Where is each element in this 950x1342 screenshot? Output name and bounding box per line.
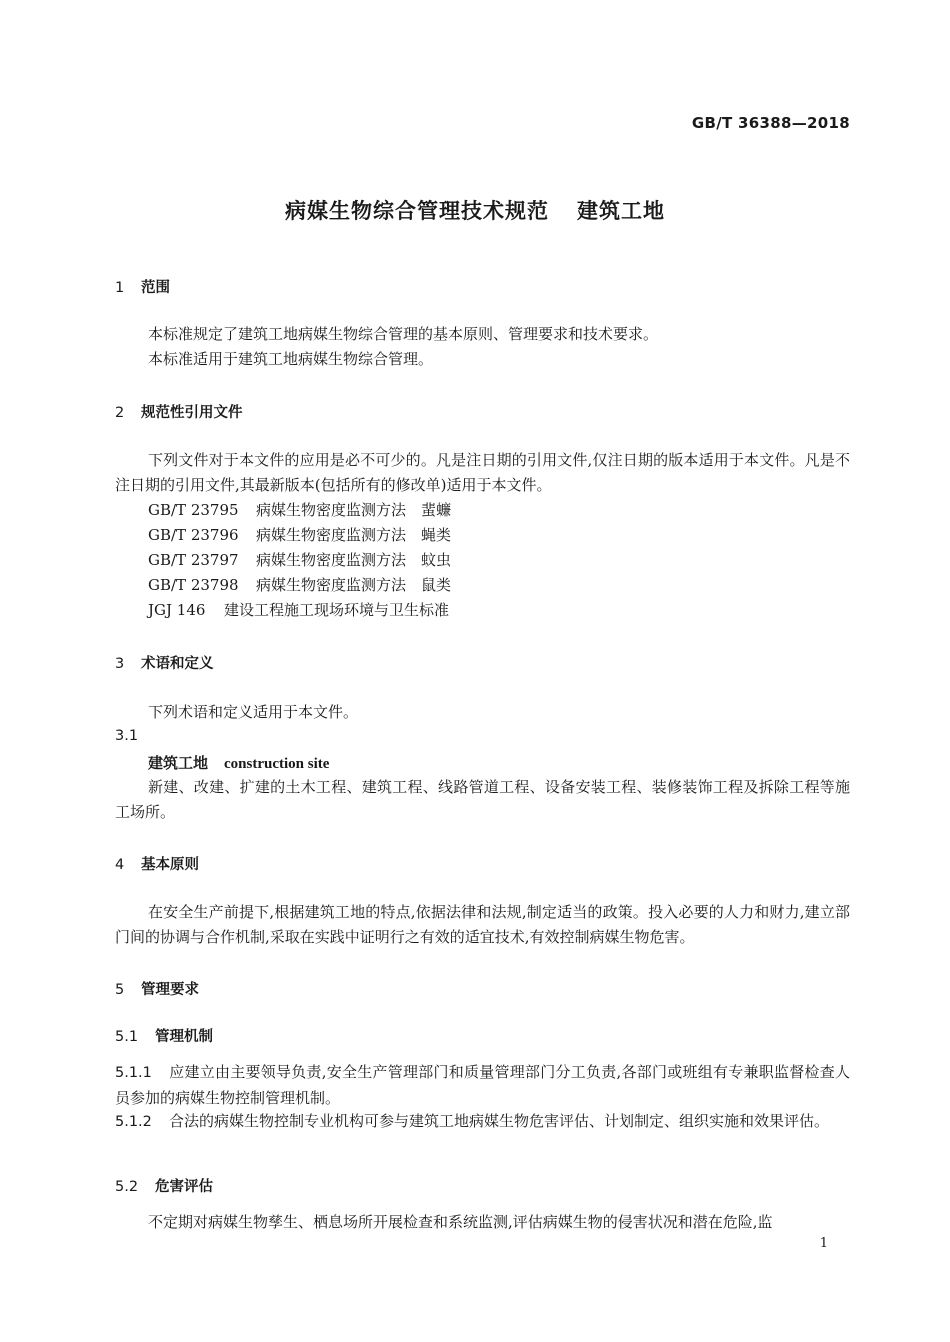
standard-code: GB/T 36388—2018 <box>691 114 850 132</box>
document-title-main: 病媒生物综合管理技术规范 <box>285 199 549 223</box>
paragraph: 在安全生产前提下,根据建筑工地的特点,依据法律和法规,制定适当的政策。投入必要的人力和财力,建立部门间的协调与合作机制,采取在实践中证明行之有效的适宜技术,有效控制病媒生物危害。 <box>115 903 850 946</box>
reference-item: GB/T 23797 病媒生物密度监测方法 蚊虫 <box>148 551 452 569</box>
clause-5-1-1: 5.1.1 应建立由主要领导负责,安全生产管理部门和质量管理部门分工负责,各部门或班组有专兼职监督检查人员参加的病媒生物控制管理机制。 <box>115 1063 850 1107</box>
reference-item: JGJ 146 建设工程施工现场环境与卫生标准 <box>148 601 450 619</box>
term-number: 3.1 <box>115 728 139 744</box>
paragraph: 本标准规定了建筑工地病媒生物综合管理的基本原则、管理要求和技术要求。 <box>148 325 659 343</box>
paragraph: 本标准适用于建筑工地病媒生物综合管理。 <box>148 350 434 368</box>
term-entry: 建筑工地 construction site <box>148 754 330 772</box>
section-heading-scope: 1 范围 <box>115 280 170 296</box>
reference-item: GB/T 23796 病媒生物密度监测方法 蝇类 <box>148 526 452 544</box>
reference-item: GB/T 23798 病媒生物密度监测方法 鼠类 <box>148 576 452 594</box>
section-heading-principles: 4 基本原则 <box>115 857 199 873</box>
section-heading-management: 5 管理要求 <box>115 982 199 998</box>
clause-5-1-2: 5.1.2 合法的病媒生物控制专业机构可参与建筑工地病媒生物危害评估、计划制定、组织实施和效果评估。 <box>115 1112 830 1130</box>
paragraph: 下列术语和定义适用于本文件。 <box>148 703 359 721</box>
term-definition: 新建、改建、扩建的土木工程、建筑工程、线路管道工程、设备安装工程、装修装饰工程及拆除工程等施工场所。 <box>115 778 850 821</box>
subsection-heading-mechanism: 5.1 管理机制 <box>115 1029 213 1045</box>
reference-item: GB/T 23795 病媒生物密度监测方法 蜚蠊 <box>148 501 452 519</box>
subsection-heading-risk-assessment: 5.2 危害评估 <box>115 1179 213 1195</box>
document-title <box>0 195 950 225</box>
paragraph: 不定期对病媒生物孳生、栖息场所开展检查和系统监测,评估病媒生物的侵害状况和潜在危险,监 <box>148 1213 773 1231</box>
section-heading-terms: 3 术语和定义 <box>115 656 214 672</box>
paragraph: 下列文件对于本文件的应用是必不可少的。凡是注日期的引用文件,仅注日期的版本适用于本文件。凡是不注日期的引用文件,其最新版本(包括所有的修改单)适用于本文件。 <box>115 451 850 494</box>
document-title-sub: 建筑工地 <box>577 199 665 223</box>
page-number: 1 <box>819 1236 828 1251</box>
section-heading-normative-references: 2 规范性引用文件 <box>115 405 243 421</box>
